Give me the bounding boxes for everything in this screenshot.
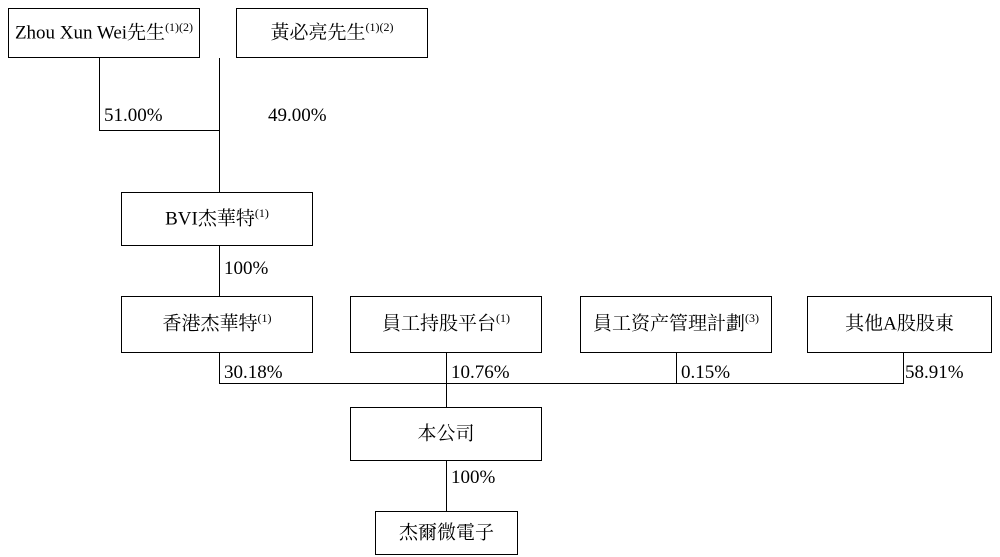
node-esop-footnote: (1) [496, 311, 510, 326]
node-jiewei-label: 杰爾微電子 [398, 522, 494, 544]
node-othera-label: 其他A股股東 [845, 313, 954, 335]
connector-esop-down [446, 353, 447, 383]
node-huang-bi-liang[interactable] [236, 8, 428, 58]
node-assetplan-footnote: (3) [745, 311, 759, 326]
node-hongkong-jiewei[interactable] [121, 296, 313, 353]
connector-company-jiewei [446, 461, 447, 511]
edge-label-assetplan-company: 0.15% [681, 362, 731, 383]
node-huang-footnote: (1)(2) [365, 19, 394, 34]
node-huang-label: 黃必亮先生 [270, 22, 366, 44]
connector-to-bvi [219, 130, 220, 192]
node-jiewei-microelectronics[interactable] [375, 511, 518, 555]
node-zhou-label: Zhou Xun Wei先生 [14, 22, 166, 44]
node-company-label: 本公司 [417, 423, 475, 445]
connector-zhou-vertical [99, 58, 100, 130]
connector-bvi-hk [219, 246, 220, 296]
node-other-a-shareholders[interactable] [807, 296, 992, 353]
connector-shareholder-bus [219, 383, 904, 384]
edge-label-hk-company: 30.18% [224, 362, 283, 383]
node-bvi-footnote: (1) [254, 205, 269, 220]
connector-hk-down [219, 353, 220, 383]
edge-label-esop-company: 10.76% [451, 362, 510, 383]
edge-label-bvi-hk: 100% [224, 258, 269, 279]
edge-label-othera-company: 58.91% [905, 362, 964, 383]
node-hk-label: 香港杰華特 [162, 313, 258, 335]
node-bvi-jiewei[interactable] [121, 192, 313, 246]
connector-bus-company [446, 383, 447, 407]
node-our-company[interactable] [350, 407, 542, 461]
connector-huang-vertical [219, 58, 220, 130]
connector-othera-down [903, 353, 904, 383]
edge-label-company-jiewei: 100% [451, 467, 496, 488]
connector-assetplan-down [676, 353, 677, 383]
node-assetplan-label: 員工资产管理計劃 [592, 313, 745, 335]
node-hk-footnote: (1) [257, 311, 272, 326]
node-zhou-footnote: (1)(2) [165, 19, 194, 34]
node-employee-asset-management-plan[interactable] [580, 296, 772, 353]
edge-label-huang-bvi: 49.00% [268, 105, 327, 126]
node-esop-label: 員工持股平台 [381, 313, 496, 335]
node-employee-shareholding-platform[interactable] [350, 296, 542, 353]
node-bvi-label: BVI杰華特 [165, 208, 255, 230]
connector-top-horizontal [99, 130, 220, 131]
edge-label-zhou-bvi: 51.00% [104, 105, 163, 126]
node-zhou-xun-wei[interactable] [8, 8, 200, 58]
